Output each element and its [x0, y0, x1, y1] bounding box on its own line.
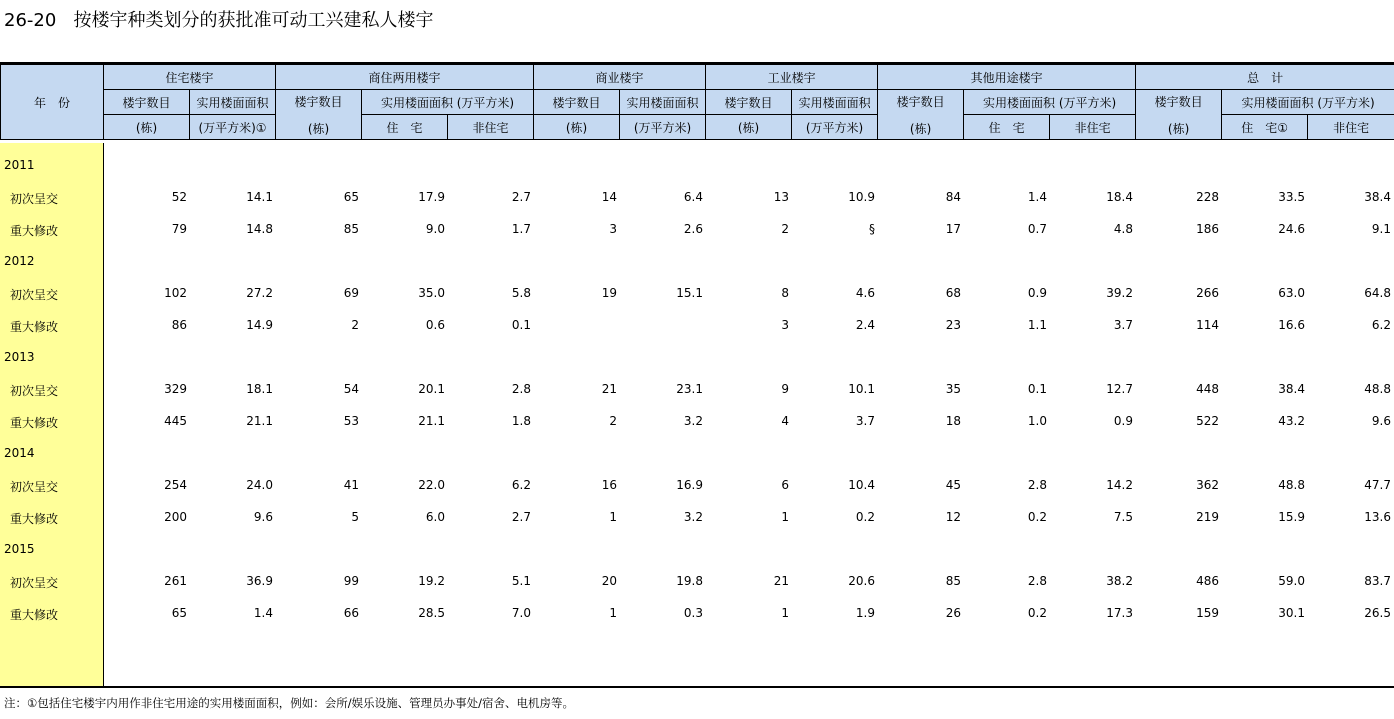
table-cell: 38.4 — [1278, 382, 1305, 396]
table-cell: 2 — [351, 318, 359, 332]
table-header — [0, 64, 1394, 140]
table-cell: 159 — [1196, 606, 1219, 620]
table-cell: 2 — [781, 222, 789, 236]
table-cell: 84 — [945, 190, 961, 204]
table-cell: 3.2 — [683, 414, 703, 428]
table-row — [0, 559, 1394, 591]
table-cell: 17 — [945, 222, 961, 236]
year-row — [0, 527, 1394, 559]
count-header: 楼宇数目 (栋) — [276, 90, 362, 140]
table-cell: 228 — [1196, 190, 1219, 204]
residential-header: 住 宅 — [362, 115, 448, 140]
table-cell: 39.2 — [1106, 286, 1133, 300]
table-cell: 38.4 — [1364, 190, 1391, 204]
area-unit: (万平方米) — [792, 115, 878, 140]
table-cell: 0.9 — [1113, 414, 1133, 428]
row-label: 重大修改 — [10, 608, 59, 622]
table-cell: 10.1 — [848, 382, 875, 396]
table-cell: 6 — [781, 478, 789, 492]
table-cell: 15.9 — [1278, 510, 1305, 524]
table-cell: 3.7 — [855, 414, 875, 428]
area-header: 实用楼面面积 — [620, 90, 706, 115]
table-body — [0, 143, 1394, 623]
table-cell: 102 — [164, 286, 187, 300]
group-other: 其他用途楼宇 — [878, 65, 1136, 90]
table-cell: 2.7 — [511, 190, 531, 204]
table-cell: 8 — [781, 286, 789, 300]
year-row — [0, 143, 1394, 175]
group-mixed: 商住两用楼宇 — [276, 65, 534, 90]
table-cell: 35 — [945, 382, 961, 396]
table-cell: 200 — [164, 510, 187, 524]
count-unit: (栋) — [534, 115, 620, 140]
table-cell: 4.8 — [1113, 222, 1133, 236]
table-cell: 0.1 — [511, 318, 531, 332]
table-cell: 18.4 — [1106, 190, 1133, 204]
table-cell: 19 — [601, 286, 617, 300]
table-cell: 41 — [343, 478, 359, 492]
non-residential-header: 非住宅 — [1308, 115, 1394, 140]
table-cell: 0.1 — [1027, 382, 1047, 396]
table-cell: 6.0 — [425, 510, 445, 524]
table-cell: 3.7 — [1113, 318, 1133, 332]
table-cell: 27.2 — [246, 286, 273, 300]
table-cell: 254 — [164, 478, 187, 492]
table-cell: 85 — [343, 222, 359, 236]
year-label: 2013 — [4, 350, 35, 364]
table-row — [0, 271, 1394, 303]
table-cell: 522 — [1196, 414, 1219, 428]
table-cell: 43.2 — [1278, 414, 1305, 428]
table-cell: 0.2 — [855, 510, 875, 524]
table-cell: 114 — [1196, 318, 1219, 332]
row-label: 初次呈交 — [10, 480, 59, 494]
table-cell: 14 — [601, 190, 617, 204]
year-label: 2011 — [4, 158, 35, 172]
table-cell: 4 — [781, 414, 789, 428]
area-header: 实用楼面面积 — [190, 90, 276, 115]
table-row — [0, 591, 1394, 623]
table-cell: 21.1 — [418, 414, 445, 428]
table-cell: 1.4 — [253, 606, 273, 620]
table-cell: 21 — [773, 574, 789, 588]
table-cell: 66 — [343, 606, 359, 620]
table-cell: 1 — [609, 510, 617, 524]
table-cell: 79 — [171, 222, 187, 236]
table-cell: 13 — [773, 190, 789, 204]
footnote: 注：①包括住宅楼宇内用作非住宅用途的实用楼面面积，例如：会所/娱乐设施、管理员办事处/宿舍、电机房等。 — [4, 696, 575, 710]
table-cell: 4.6 — [855, 286, 875, 300]
row-label: 初次呈交 — [10, 384, 59, 398]
row-label: 重大修改 — [10, 320, 59, 334]
table-cell: 24.0 — [246, 478, 273, 492]
table-cell: 36.9 — [246, 574, 273, 588]
year-row — [0, 431, 1394, 463]
group-commercial: 商业楼宇 — [534, 65, 706, 90]
table-row — [0, 399, 1394, 431]
table-cell: 99 — [343, 574, 359, 588]
table-cell: 15.1 — [676, 286, 703, 300]
group-residential: 住宅楼宇 — [104, 65, 276, 90]
row-label: 初次呈交 — [10, 288, 59, 302]
count-unit: (栋) — [104, 115, 190, 140]
table-cell: 47.7 — [1364, 478, 1391, 492]
table-cell: 1.8 — [511, 414, 531, 428]
table-cell: 65 — [171, 606, 187, 620]
year-row — [0, 335, 1394, 367]
table-cell: 59.0 — [1278, 574, 1305, 588]
year-header: 年 份 — [1, 65, 104, 140]
table-cell: 23.1 — [676, 382, 703, 396]
year-label: 2012 — [4, 254, 35, 268]
row-label: 重大修改 — [10, 512, 59, 526]
table-cell: 2.6 — [683, 222, 703, 236]
table-cell: 186 — [1196, 222, 1219, 236]
table-cell: 6.4 — [683, 190, 703, 204]
table-cell: 1 — [781, 606, 789, 620]
table-cell: 18.1 — [246, 382, 273, 396]
table-cell: 22.0 — [418, 478, 445, 492]
table-cell: 9 — [781, 382, 789, 396]
count-header: 楼宇数目 — [534, 90, 620, 115]
table-cell: 12.7 — [1106, 382, 1133, 396]
table-cell: 219 — [1196, 510, 1219, 524]
row-label: 初次呈交 — [10, 576, 59, 590]
area-header: 实用楼面面积 (万平方米) — [1222, 90, 1394, 115]
table-row — [0, 367, 1394, 399]
table-cell: 3 — [609, 222, 617, 236]
table-cell: 2.8 — [511, 382, 531, 396]
table-cell: 3 — [781, 318, 789, 332]
table-cell: 10.9 — [848, 190, 875, 204]
table-cell: 48.8 — [1278, 478, 1305, 492]
table-cell: 16.9 — [676, 478, 703, 492]
table-cell: 9.6 — [253, 510, 273, 524]
area-header: 实用楼面面积 (万平方米) — [964, 90, 1136, 115]
table-cell: 10.4 — [848, 478, 875, 492]
table-row — [0, 175, 1394, 207]
residential-header: 住 宅① — [1222, 115, 1308, 140]
count-header: 楼宇数目 (栋) — [878, 90, 964, 140]
table-cell: 6.2 — [511, 478, 531, 492]
table-cell: 445 — [164, 414, 187, 428]
table-cell: 14.8 — [246, 222, 273, 236]
table-cell: 1.9 — [855, 606, 875, 620]
area-unit: (万平方米) — [620, 115, 706, 140]
table-cell: 12 — [945, 510, 961, 524]
table-cell: 24.6 — [1278, 222, 1305, 236]
table-cell: 21 — [601, 382, 617, 396]
table-cell: 64.8 — [1364, 286, 1391, 300]
non-residential-header: 非住宅 — [448, 115, 534, 140]
year-label: 2014 — [4, 446, 35, 460]
table-cell: 21.1 — [246, 414, 273, 428]
table-cell: 48.8 — [1364, 382, 1391, 396]
table-cell: 20.1 — [418, 382, 445, 396]
table-cell: 19.2 — [418, 574, 445, 588]
table-cell: 18 — [945, 414, 961, 428]
table-cell: 20.6 — [848, 574, 875, 588]
table-cell: 30.1 — [1278, 606, 1305, 620]
table-cell: 0.6 — [425, 318, 445, 332]
table-row — [0, 207, 1394, 239]
table-cell: 86 — [171, 318, 187, 332]
table-cell: 1.0 — [1027, 414, 1047, 428]
table-cell: 65 — [343, 190, 359, 204]
table-cell: 63.0 — [1278, 286, 1305, 300]
area-header: 实用楼面面积 — [792, 90, 878, 115]
bottom-rule — [0, 686, 1394, 688]
table-cell: 19.8 — [676, 574, 703, 588]
table-cell: 35.0 — [418, 286, 445, 300]
page-title: 26-20 按楼宇种类划分的获批准可动工兴建私人楼宇 — [4, 10, 434, 31]
table-cell: 2 — [609, 414, 617, 428]
table-cell: 14.9 — [246, 318, 273, 332]
table-cell: 1.7 — [511, 222, 531, 236]
residential-header: 住 宅 — [964, 115, 1050, 140]
table-cell: 6.2 — [1371, 318, 1391, 332]
table-cell: 17.9 — [418, 190, 445, 204]
table-cell: 5.8 — [511, 286, 531, 300]
table-cell: 83.7 — [1364, 574, 1391, 588]
table-cell: 0.3 — [683, 606, 703, 620]
area-unit: (万平方米)① — [190, 115, 276, 140]
row-label: 重大修改 — [10, 416, 59, 430]
table-cell: 33.5 — [1278, 190, 1305, 204]
table-cell: 9.0 — [425, 222, 445, 236]
table-cell: 26 — [945, 606, 961, 620]
group-industrial: 工业楼宇 — [706, 65, 878, 90]
table-row — [0, 495, 1394, 527]
count-header: 楼宇数目 (栋) — [1136, 90, 1222, 140]
non-residential-header: 非住宅 — [1050, 115, 1136, 140]
table-cell: 1.1 — [1027, 318, 1047, 332]
table-cell: 28.5 — [418, 606, 445, 620]
table-cell: 1.4 — [1027, 190, 1047, 204]
table-cell: 23 — [945, 318, 961, 332]
row-label: 重大修改 — [10, 224, 59, 238]
count-header: 楼宇数目 — [706, 90, 792, 115]
table-cell: 53 — [343, 414, 359, 428]
count-header: 楼宇数目 — [104, 90, 190, 115]
table-row — [0, 463, 1394, 495]
table-cell: 13.6 — [1364, 510, 1391, 524]
table-cell: § — [869, 222, 875, 236]
table-cell: 54 — [343, 382, 359, 396]
table-cell: 16.6 — [1278, 318, 1305, 332]
table-cell: 16 — [601, 478, 617, 492]
row-label: 初次呈交 — [10, 192, 59, 206]
table-cell: 14.1 — [246, 190, 273, 204]
table-cell: 26.5 — [1364, 606, 1391, 620]
table-cell: 362 — [1196, 478, 1219, 492]
table-cell: 17.3 — [1106, 606, 1133, 620]
count-unit: (栋) — [706, 115, 792, 140]
table-cell: 85 — [945, 574, 961, 588]
table-cell: 1 — [609, 606, 617, 620]
table-cell: 2.4 — [855, 318, 875, 332]
table-cell: 2.7 — [511, 510, 531, 524]
table-cell: 2.8 — [1027, 478, 1047, 492]
table-cell: 0.9 — [1027, 286, 1047, 300]
table-cell: 68 — [945, 286, 961, 300]
table-cell: 52 — [171, 190, 187, 204]
table-cell: 9.1 — [1371, 222, 1391, 236]
table-cell: 266 — [1196, 286, 1219, 300]
table-cell: 0.7 — [1027, 222, 1047, 236]
year-row — [0, 239, 1394, 271]
table-row — [0, 303, 1394, 335]
year-label: 2015 — [4, 542, 35, 556]
table-cell: 5.1 — [511, 574, 531, 588]
table-cell: 261 — [164, 574, 187, 588]
area-header: 实用楼面面积 (万平方米) — [362, 90, 534, 115]
table-cell: 0.2 — [1027, 510, 1047, 524]
table-cell: 69 — [343, 286, 359, 300]
table-cell: 0.2 — [1027, 606, 1047, 620]
table-cell: 3.2 — [683, 510, 703, 524]
table-cell: 9.6 — [1371, 414, 1391, 428]
table-cell: 329 — [164, 382, 187, 396]
table-cell: 2.8 — [1027, 574, 1047, 588]
table-cell: 14.2 — [1106, 478, 1133, 492]
table-cell: 38.2 — [1106, 574, 1133, 588]
group-total: 总 计 — [1136, 65, 1394, 90]
table-cell: 20 — [601, 574, 617, 588]
table-cell: 7.0 — [511, 606, 531, 620]
table-cell: 7.5 — [1113, 510, 1133, 524]
table-cell: 5 — [351, 510, 359, 524]
table-cell: 45 — [945, 478, 961, 492]
table-cell: 448 — [1196, 382, 1219, 396]
table-cell: 1 — [781, 510, 789, 524]
table-cell: 486 — [1196, 574, 1219, 588]
